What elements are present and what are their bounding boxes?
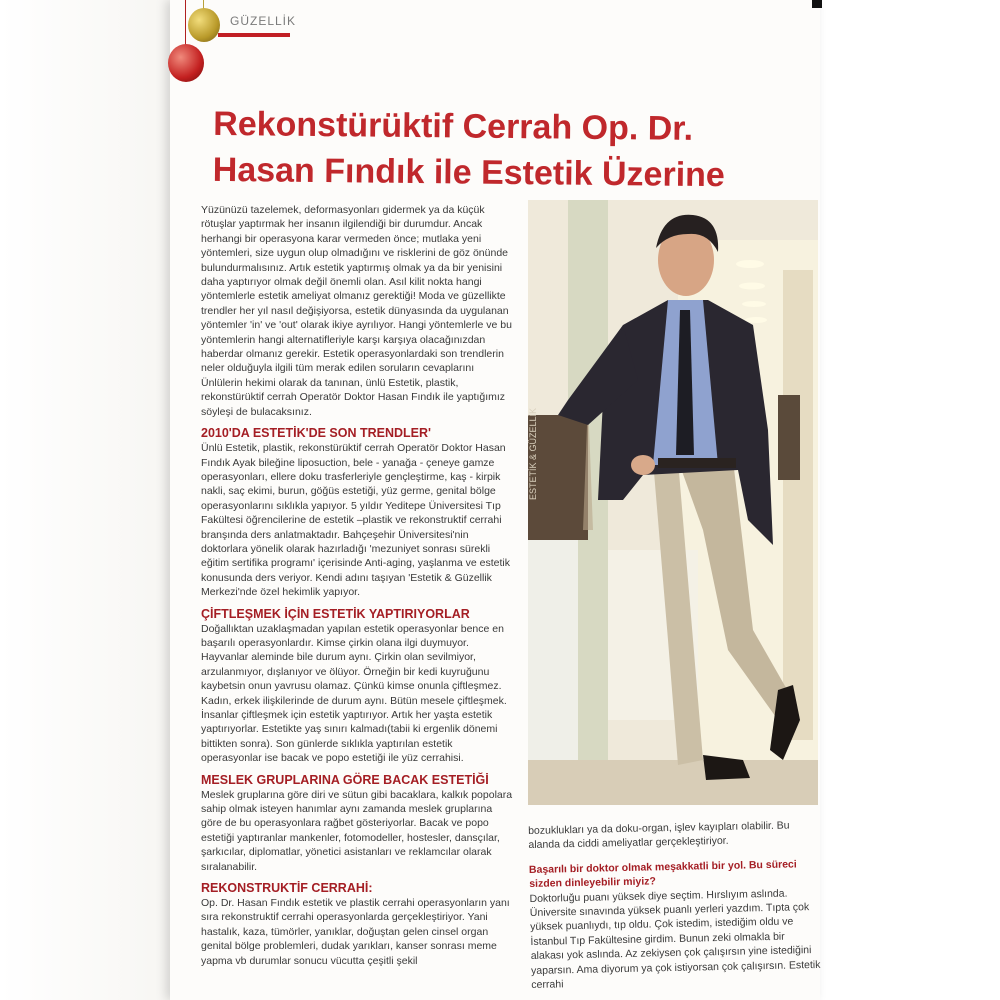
section-heading-pairing: ÇİFTLEŞMEK İÇİN ESTETİK YAPTIRIYORLAR bbox=[201, 606, 470, 621]
section-body-reconstructive: Op. Dr. Hasan Fındık estetik ve plastik cerrahi operasyonların yanı sıra rekonstruktif cerrahi operasyonlarda gerçekleştiriyor. Yani hastalık, kaza, tümörler, yanıklar, doğuştan gelen cinsel organ genital bölge problemleri, dudak yarıkları, kanser sonrası meme yapma vb durumlar sonucu vücutta çeşitli şekil bbox=[201, 897, 510, 967]
right-margin bbox=[820, 0, 1000, 1000]
door-sign: ESTETİK & GÜZELLİK bbox=[528, 407, 538, 500]
interview-question: Başarılı bir doktor olmak meşakkatli bir yol. Bu süreci sizden dinleyebilir miyiz? bbox=[528, 858, 797, 891]
red-ornament-icon bbox=[168, 44, 204, 82]
left-margin bbox=[0, 0, 170, 1000]
section-heading-trends: 2010'DA ESTETİK'DE SON TRENDLER' bbox=[201, 426, 432, 441]
section-label: GÜZELLİK bbox=[230, 14, 297, 28]
title-line-1: Rekonstürüktif Cerrah Op. Dr. bbox=[213, 104, 694, 148]
ornament-string bbox=[185, 0, 186, 46]
title-line-2: Hasan Fındık ile Estetik Üzerine bbox=[212, 150, 726, 195]
section-heading-reconstructive: REKONSTRUKTİF CERRAHİ: bbox=[201, 881, 373, 896]
article-title bbox=[213, 101, 814, 199]
continuation-paragraph: bozuklukları ya da doku-organ, işlev kayıpları olabilir. Bu alanda da ciddi ameliyatlar gerçekleştiriyor. bbox=[528, 819, 790, 852]
interview-answer: Doktorluğu puanı yüksek diye seçtim. Hırslıyım aslında. Üniversite sınavında yüksek puanlı yerleri yazdım. Tıpta çok yüksek puanlıydı, tıp oldu. Çok istedim, istediğim oldu ve İstanbul Tıp Fakültesine girdim. Bunun zeki olmakla bir alakası yok aslında. Az zekiysen çok çalışırsın yine istediğini yaparsın. Ama diyorum ya çok istiyorsan çok çalışırsın. Estetik cerrahi bbox=[529, 887, 821, 992]
doctor-photo-illustration bbox=[528, 200, 818, 805]
left-column bbox=[201, 203, 513, 968]
section-underline bbox=[218, 33, 290, 37]
right-column bbox=[528, 818, 821, 993]
doctor-photo bbox=[528, 200, 818, 805]
section-body-trends: Ünlü Estetik, plastik, rekonstürüktif cerrah Operatör Doktor Hasan Fındık Ayak bileğine liposuction, bele - yanağa - çeneye gamze operasyonları, ellere doku trasferleriyle gençleştirme, kaş - kirpik nakli, saç ekimi, burun, göğüs estetiği, yüz germe, genital bölge operasyonlarını sıklıkla yapıyor. 5 yıldır Yeditepe Üniversitesi Tıp Fakültesi öğrencilerine de estetik –plastik ve rekonstruktif cerrahi branşında ders anlatmaktadır. Bahçeşehir Üniversitesi'nin doktorlara yönelik olarak hazırladığı 'mezuniyet sonrası sürekli eğitim sertifika programı' içerisinde Anti-aging, yaşlanma ve estetik konusunda ders veriyor. Kendi adını taşıyan 'Estetik & Güzellik Merkezi'nde özel hekimlik yapıyor. bbox=[201, 442, 510, 599]
intro-paragraph: Yüzünüzü tazelemek, deformasyonları gidermek ya da küçük rötuşlar yaptırmak her insanın ilgilendiği bir durumdur. Ancak herhangi bir operasyona karar vermeden önce; mutlaka yeni yöntemleri, size uygun olup olmadığını ve risklerini de göz önünde bulundurmalısınız. Artık estetik yaptırmış olmak ya da bir yenisini daha yaptırıyor olmak değil önemli olan. Asıl kilit nokta hangi yöntemlerle estetik ameliyat olmanız gerektiği! Moda ve güzellikte trendler her yıl nasıl değişiyorsa, estetik dünyasında da uygulanan yöntemler 'in' ve 'out' olarak ikiye ayrılıyor. Hangi yöntemlerle ve bu yöntemlerin hangi alternatifleriyle karşı karşıya olacağınızdan haberdar olmanız gerekir. Estetik operasyonlardaki son trendlerin neler olduğuyla ilgili tüm merak edilen soruların cevaplarını Ünlülerin hekimi olarak da tanınan, ünlü Estetik, plastik, rekonstürüktif cerrah Operatör Doktor Hasan Fındık ile yaptığımız söyleşi de bulacaksınız. bbox=[201, 204, 512, 418]
gold-ornament-icon bbox=[188, 8, 220, 42]
section-heading-leg-aesthetics: MESLEK GRUPLARINA GÖRE BACAK ESTETİĞİ bbox=[201, 772, 489, 787]
page-corner bbox=[812, 0, 822, 8]
section-body-leg-aesthetics: Meslek gruplarına göre diri ve sütun gibi bacaklara, kalkık popolara sahip olmak isteyen hanımlar aynı zamanda meslek gruplarına göre de bu operasyonlara rağbet gösteriyorlar. Bacak ve popo estetiği yaptıranlar mankenler, fotomodeller, hostesler, dansçılar, şarkıcılar, diplomatlar, yönetici asistanları ve reklamcılar olarak sıralanabilir. bbox=[201, 788, 513, 873]
section-body-pairing: Doğallıktan uzaklaşmadan yapılan estetik operasyonlar bence en başarılı operasyonlardır. Kimse çirkin olana ilgi duymuyor. Hayvanlar aleminde bile durum aynı. Çirkin olan sevilmiyor, arzulanmıyor, dışlanıyor ve ölüyor. Örneğin bir kedi kuyruğunu kaybetsin onun yavrusu olamaz. Çünkü kimse onunla çiftleşmez. Kadın, erkek ilişkilerinde de durum aynı. Bütün mesele çiftleşmek. İnsanlar çiftleşmek için estetik yaptırıyor. Artık her yaşta estetik yaptırıyorlar. Estetikte yaş sınırı kalmadı(tabii ki ergenlik dönemi bittikten sonra). Son günlerde sıklıkla yaptırılan estetik operasyonlar ise bacak ve popo estetiği ile yüz cerrahisi. bbox=[201, 622, 507, 765]
